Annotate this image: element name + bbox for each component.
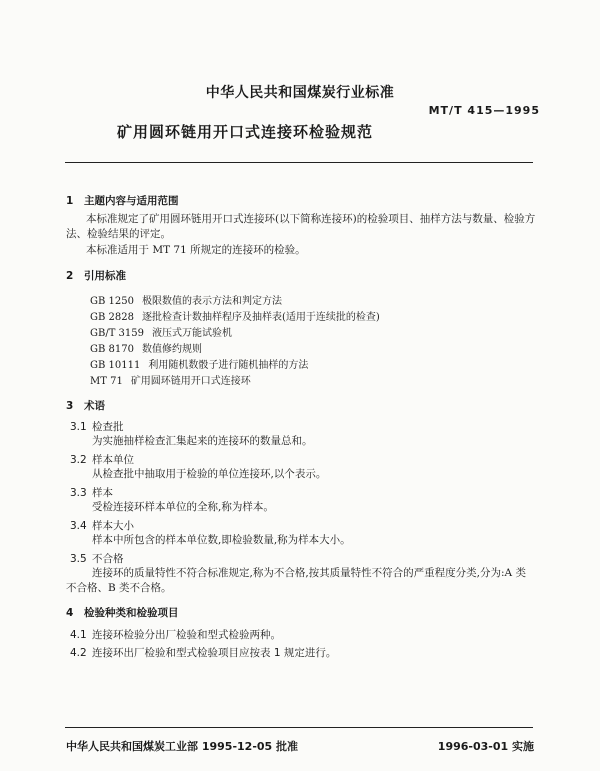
clause-item — [70, 645, 336, 660]
reference-title: 极限数值的表示方法和判定方法 — [141, 296, 282, 307]
reference-code: GB 2828 — [90, 312, 134, 323]
term-definition: 连接环的质量特性不符合标准规定,称为不合格,按其质量特性不符合的严重程度分类,分为:A 类 — [92, 567, 526, 579]
term-definition: 为实施抽样检查汇集起来的连接环的数量总和。 — [92, 435, 313, 447]
term-definition: 样本中所包含的样本单位数,即检验数量,称为样本大小。 — [92, 534, 351, 546]
clause-number: 4.2 — [70, 647, 87, 659]
reference-code: GB/T 3159 — [90, 328, 145, 339]
reference-code: GB 1250 — [90, 296, 134, 307]
term-name: 不合格 — [92, 553, 124, 565]
section-2-heading — [66, 268, 126, 283]
section-title: 主题内容与适用范围 — [84, 195, 179, 207]
term-number: 3.2 — [70, 454, 87, 466]
issuer-title: 中华人民共和国煤炭行业标准 — [205, 85, 395, 101]
section-number: 3 — [66, 400, 74, 412]
section-number: 2 — [66, 270, 74, 282]
term-number: 3.3 — [70, 487, 87, 499]
clause-text: 连接环检验分出厂检验和型式检验两种。 — [92, 629, 281, 641]
reference-item — [90, 340, 202, 355]
reference-title: 液压式万能试验机 — [152, 328, 233, 339]
s1-paragraph-1-line-1: 本标准规定了矿用圆环链用开口式连接环(以下简称连接环)的检验项目、抽样方法与数量、检验方 — [86, 213, 536, 225]
term-number: 3.1 — [70, 421, 87, 433]
section-3-heading — [66, 398, 105, 413]
clause-text: 连接环出厂检验和型式检验项目应按表 1 规定进行。 — [92, 647, 337, 659]
s1-paragraph-1-line-2: 法、检验结果的评定。 — [66, 228, 171, 240]
reference-title: 逐批检查计数抽样程序及抽样表(适用于连续批的检查) — [141, 312, 380, 323]
reference-item — [90, 372, 251, 387]
term-name: 样本大小 — [92, 520, 134, 532]
reference-title: 矿用圆环链用开口式连接环 — [130, 376, 251, 387]
term-number: 3.5 — [70, 553, 87, 565]
term-heading — [70, 485, 113, 500]
reference-item — [90, 292, 282, 307]
standard-code: MT/T 415—1995 — [428, 104, 540, 117]
term-definition: 从检查批中抽取用于检验的单位连接环,以个表示。 — [92, 468, 327, 480]
section-title: 引用标准 — [84, 270, 126, 282]
term-heading — [70, 551, 124, 566]
term-heading — [70, 419, 124, 434]
bottom-divider — [65, 727, 533, 728]
reference-code: GB 8170 — [90, 344, 134, 355]
approval-line: 中华人民共和国煤炭工业部 1995-12-05 批准 — [66, 740, 299, 753]
reference-code: GB 10111 — [90, 360, 141, 371]
term-heading — [70, 452, 134, 467]
section-4-heading — [66, 605, 179, 620]
top-divider — [65, 162, 533, 163]
s1-paragraph-2: 本标准适用于 MT 71 所规定的连接环的检验。 — [86, 244, 306, 256]
document-title: 矿用圆环链用开口式连接环检验规范 — [117, 123, 374, 141]
reference-title: 数值修约规则 — [141, 344, 202, 355]
clause-number: 4.1 — [70, 629, 87, 641]
reference-item — [90, 324, 232, 339]
reference-item — [90, 308, 380, 323]
section-number: 4 — [66, 607, 74, 619]
reference-item — [90, 356, 308, 371]
term-definition: 受检连接环样本单位的全称,称为样本。 — [92, 501, 274, 513]
reference-code: MT 71 — [90, 376, 123, 387]
term-definition-continued: 不合格、B 类不合格。 — [66, 582, 172, 594]
clause-item — [70, 627, 281, 642]
section-1-heading — [66, 193, 179, 208]
reference-title: 利用随机数骰子进行随机抽样的方法 — [148, 360, 309, 371]
term-name: 检查批 — [92, 421, 124, 433]
term-name: 样本单位 — [92, 454, 134, 466]
term-heading — [70, 518, 134, 533]
term-number: 3.4 — [70, 520, 87, 532]
section-title: 检验种类和检验项目 — [84, 607, 179, 619]
effective-date: 1996-03-01 实施 — [437, 740, 534, 753]
section-number: 1 — [66, 195, 74, 207]
term-name: 样本 — [92, 487, 113, 499]
section-title: 术语 — [84, 400, 105, 412]
